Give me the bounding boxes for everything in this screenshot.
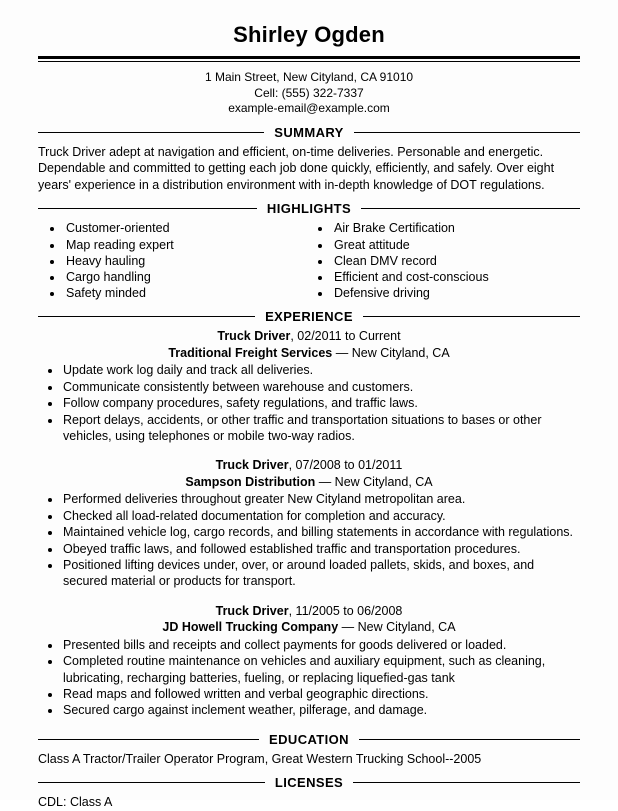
section-title-summary: SUMMARY	[274, 124, 344, 140]
section-rule-right	[359, 739, 580, 740]
job-dates: , 07/2008 to 01/2011	[288, 458, 403, 473]
section-rule-right	[354, 132, 580, 133]
job-title: Truck Driver	[215, 458, 289, 473]
highlight-item: • Air Brake Certification	[332, 220, 580, 236]
job-bullet: • Follow company procedures, safety regulations, and traffic laws.	[62, 395, 580, 411]
job-title-line	[38, 457, 580, 474]
highlight-item: • Defensive driving	[332, 285, 580, 301]
job-bullet: • Obeyed traffic laws, and followed established traffic and transportation procedures.	[62, 541, 580, 557]
summary-text: Truck Driver adept at navigation and efficient, on-time deliveries. Personable and energetic. Dependable and committed to getting each job done quickly, efficiently, and safely. Over eight years' experience in a distribution environment with in-depth knowledge of DOT regulations.	[38, 144, 555, 192]
job-bullet: • Completed routine maintenance on vehicles and auxiliary equipment, such as cleaning, lubricating, recharging batteries, fueling, or replacing liquefied-gas tank	[62, 653, 580, 686]
job-title: Truck Driver	[215, 603, 289, 618]
highlight-item: • Safety minded	[64, 285, 310, 301]
section-title-licenses: LICENSES	[274, 775, 344, 791]
job-entry	[38, 457, 580, 589]
highlight-item: • Map reading expert	[64, 237, 310, 253]
job-location: — New Cityland, CA	[338, 620, 456, 635]
job-company: Traditional Freight Services	[168, 345, 333, 360]
job-bullet-list	[38, 637, 580, 719]
contact-email: example-email@example.com	[228, 101, 390, 116]
job-dates: , 11/2005 to 06/2008	[288, 603, 403, 618]
section-title-highlights: HIGHLIGHTS	[266, 201, 352, 217]
highlight-item: • Clean DMV record	[332, 253, 580, 269]
job-entry	[38, 328, 580, 444]
section-title-experience: EXPERIENCE	[265, 309, 353, 325]
section-rule-left	[38, 739, 259, 740]
section-header-highlights	[38, 201, 580, 216]
job-dates: , 02/2011 to Current	[290, 329, 401, 344]
highlight-item: • Efficient and cost-conscious	[332, 269, 580, 285]
education-text: Class A Tractor/Trailer Operator Program, Great Western Trucking School--2005	[38, 751, 482, 766]
job-company: Sampson Distribution	[185, 474, 316, 489]
section-header-experience	[38, 309, 580, 324]
job-bullet-list	[38, 491, 580, 589]
highlight-item: • Cargo handling	[64, 269, 310, 285]
job-bullet: • Presented bills and receipts and collect payments for goods delivered or loaded.	[62, 637, 580, 653]
job-bullet: • Report delays, accidents, or other traffic and transportation situations to bases or other vehicles, using telephones or mobile two-way radios.	[62, 412, 580, 445]
highlights-columns	[38, 220, 580, 301]
job-bullet: • Communicate consistently between warehouse and customers.	[62, 379, 580, 395]
section-rule-right	[363, 316, 580, 317]
section-title-education: EDUCATION	[269, 731, 349, 747]
contact-address: 1 Main Street, New Cityland, CA 91010	[204, 70, 414, 85]
section-rule-right	[361, 208, 580, 209]
job-title-line	[38, 328, 580, 345]
job-entry	[38, 603, 580, 719]
job-bullet: • Maintained vehicle log, cargo records, and billing statements in accordance with regulations.	[62, 524, 580, 540]
licenses-text: CDL: Class A	[38, 795, 113, 810]
section-rule-left	[38, 316, 255, 317]
job-bullet: • Performed deliveries throughout greater New Cityland metropolitan area.	[62, 491, 580, 507]
job-location: — New Cityland, CA	[315, 474, 433, 489]
job-company-line	[38, 619, 580, 636]
section-header-education	[38, 732, 580, 747]
job-location: — New Cityland, CA	[332, 345, 450, 360]
job-bullet: • Secured cargo against inclement weather, pilferage, and damage.	[62, 702, 580, 718]
contact-phone: Cell: (555) 322-7337	[254, 85, 364, 100]
section-rule-left	[38, 782, 265, 783]
highlight-item: • Heavy hauling	[64, 253, 310, 269]
highlight-item: • Great attitude	[332, 237, 580, 253]
job-bullet: • Update work log daily and track all deliveries.	[62, 362, 580, 378]
section-header-licenses	[38, 775, 580, 790]
person-name: Shirley Ogden	[233, 22, 385, 47]
section-rule-right	[353, 782, 580, 783]
header-divider-rule	[38, 56, 580, 62]
job-bullet-list	[38, 362, 580, 444]
highlights-left-list	[38, 220, 310, 301]
highlight-item: • Customer-oriented	[64, 220, 310, 236]
contact-info	[38, 70, 580, 117]
job-bullet: • Checked all load-related documentation for completion and accuracy.	[62, 508, 580, 524]
highlights-right-list	[310, 220, 580, 301]
job-company: JD Howell Trucking Company	[162, 620, 339, 635]
section-rule-left	[38, 132, 264, 133]
job-company-line	[38, 474, 580, 491]
section-header-summary	[38, 125, 580, 140]
job-title: Truck Driver	[217, 329, 291, 344]
section-rule-left	[38, 208, 257, 209]
job-title-line	[38, 603, 580, 620]
job-company-line	[38, 345, 580, 362]
job-bullet: • Read maps and followed written and verbal geographic directions.	[62, 686, 580, 702]
job-bullet: • Positioned lifting devices under, over, or around loaded pallets, skids, and boxes, and secured material or products for transport.	[62, 557, 580, 590]
